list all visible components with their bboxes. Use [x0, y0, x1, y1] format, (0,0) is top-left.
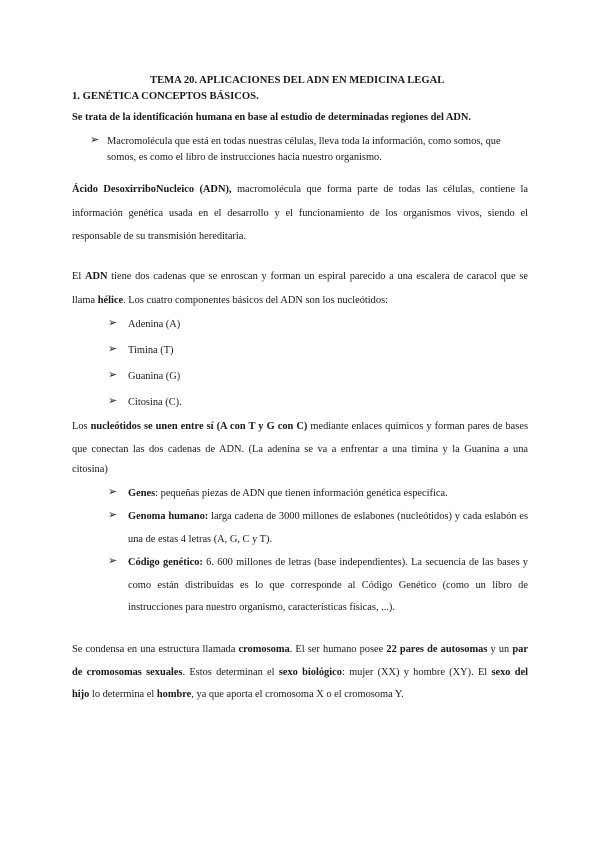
crom-bold: de cromosomas sexuales [72, 667, 183, 678]
pairs-line-3: citosina) [72, 464, 108, 475]
acido-line-2: información genética usada en el desarrollo y el funcionamiento de los organismos vivos, siendo el [72, 208, 528, 219]
nucleotide-item: Adenina (A) [128, 319, 181, 330]
arrow-bullet-icon: ➢ [108, 317, 118, 329]
nucleotide-item: Timina (T) [128, 345, 174, 356]
acido-term: Ácido DesoxirriboNucleico (ADN), [72, 184, 232, 195]
arrow-bullet-icon: ➢ [108, 555, 118, 567]
crom-bold: 22 pares de autosomas [386, 644, 488, 655]
acido-line-1-text: macromolécula que forma parte de todas las células, contiene la [231, 184, 528, 195]
crom-text: y un [487, 644, 513, 655]
adn-helice: hélice [97, 295, 124, 306]
adn-text-a: El [72, 271, 85, 282]
adn-line-1 [72, 270, 528, 283]
document-title: TEMA 20. APLICACIONES DEL ADN EN MEDICINA LEGAL [150, 75, 445, 86]
crom-bold: sexo biológico [278, 667, 342, 678]
genoma-term: Genoma humano: [128, 511, 209, 522]
crom-text: lo determina el [89, 689, 157, 700]
codigo-line-2: como están distribuidas es lo que corresponde al Código Genético (como un libro de [128, 580, 528, 591]
genes-line [128, 487, 448, 500]
macro-line-1: Macromolécula que está en todas nuestras células, lleva toda la información, como somos, que [107, 136, 501, 147]
crom-line-1 [72, 643, 528, 656]
crom-text: Se condensa en una estructura llamada [72, 644, 239, 655]
genes-def: : pequeñas piezas de ADN que tienen información genética específica. [155, 488, 448, 499]
pairs-text-c: mediante enlaces químicos y forman pares de bases [307, 421, 528, 432]
adn-bold: ADN [84, 271, 108, 282]
adn-llama: llama [72, 295, 98, 306]
arrow-bullet-icon: ➢ [108, 486, 118, 498]
nucleotide-item: Guanina (G) [128, 371, 181, 382]
acido-line-3: responsable de su transmisión hereditaria. [72, 231, 246, 242]
codigo-line-1 [128, 556, 528, 569]
crom-bold: hijo [72, 689, 90, 700]
crom-text: . Estos determinan el [182, 667, 279, 678]
codigo-def: 6. 600 millones de letras (base independientes). La secuencia de las bases y [202, 557, 528, 568]
intro-sentence: Se trata de la identificación humana en base al estudio de determinadas regiones del ADN. [72, 112, 471, 123]
crom-line-2 [72, 666, 528, 679]
crom-text: . El ser humano posee [289, 644, 387, 655]
crom-bold: par [512, 644, 528, 655]
crom-bold: hombre [156, 689, 192, 700]
adn-text-c: tiene dos cadenas que se enroscan y forman un espiral parecido a una escalera de caracol que se [107, 271, 528, 282]
genoma-line-1 [128, 510, 528, 523]
macro-line-2: somos, es como el libro de instrucciones hacia nuestro organismo. [107, 152, 382, 163]
crom-text: , ya que aporta el cromosoma X o el cromosoma Y. [191, 689, 404, 700]
arrow-bullet-icon: ➢ [90, 134, 100, 146]
arrow-bullet-icon: ➢ [108, 509, 118, 521]
section-heading: 1. GENÉTICA CONCEPTOS BÁSICOS. [72, 91, 259, 102]
codigo-line-3: instrucciones para nuestro organismo, características físicas, ...). [128, 602, 395, 613]
arrow-bullet-icon: ➢ [108, 395, 118, 407]
crom-text: : mujer (XX) y hombre (XY). El [341, 667, 492, 678]
adn-line-2 [72, 294, 388, 307]
pairs-line-1 [72, 420, 528, 433]
genoma-line-2: una de estas 4 letras (A, G, C y T). [128, 534, 273, 545]
genoma-def: larga cadena de 3000 millones de eslabones (nucleótidos) y cada eslabón es [208, 511, 528, 522]
pairs-line-2: que conectan las dos cadenas de ADN. (La adenina se va a enfrentar a una timina y la Guanina a una [72, 444, 528, 455]
crom-bold: cromosoma [238, 644, 290, 655]
crom-line-3 [72, 688, 404, 701]
pairs-bold: nucleótidos se unen entre sí (A con T y G con C) [90, 421, 308, 432]
arrow-bullet-icon: ➢ [108, 343, 118, 355]
adn-text-rest: . Los cuatro componentes básicos del ADN son los nucleótidos: [123, 295, 388, 306]
genes-term: Genes [128, 488, 156, 499]
acido-line-1 [72, 183, 528, 196]
crom-bold: sexo del [491, 667, 529, 678]
codigo-term: Código genético: [128, 557, 203, 568]
nucleotide-item: Citosina (C). [128, 397, 182, 408]
arrow-bullet-icon: ➢ [108, 369, 118, 381]
pairs-text-a: Los [72, 421, 91, 432]
